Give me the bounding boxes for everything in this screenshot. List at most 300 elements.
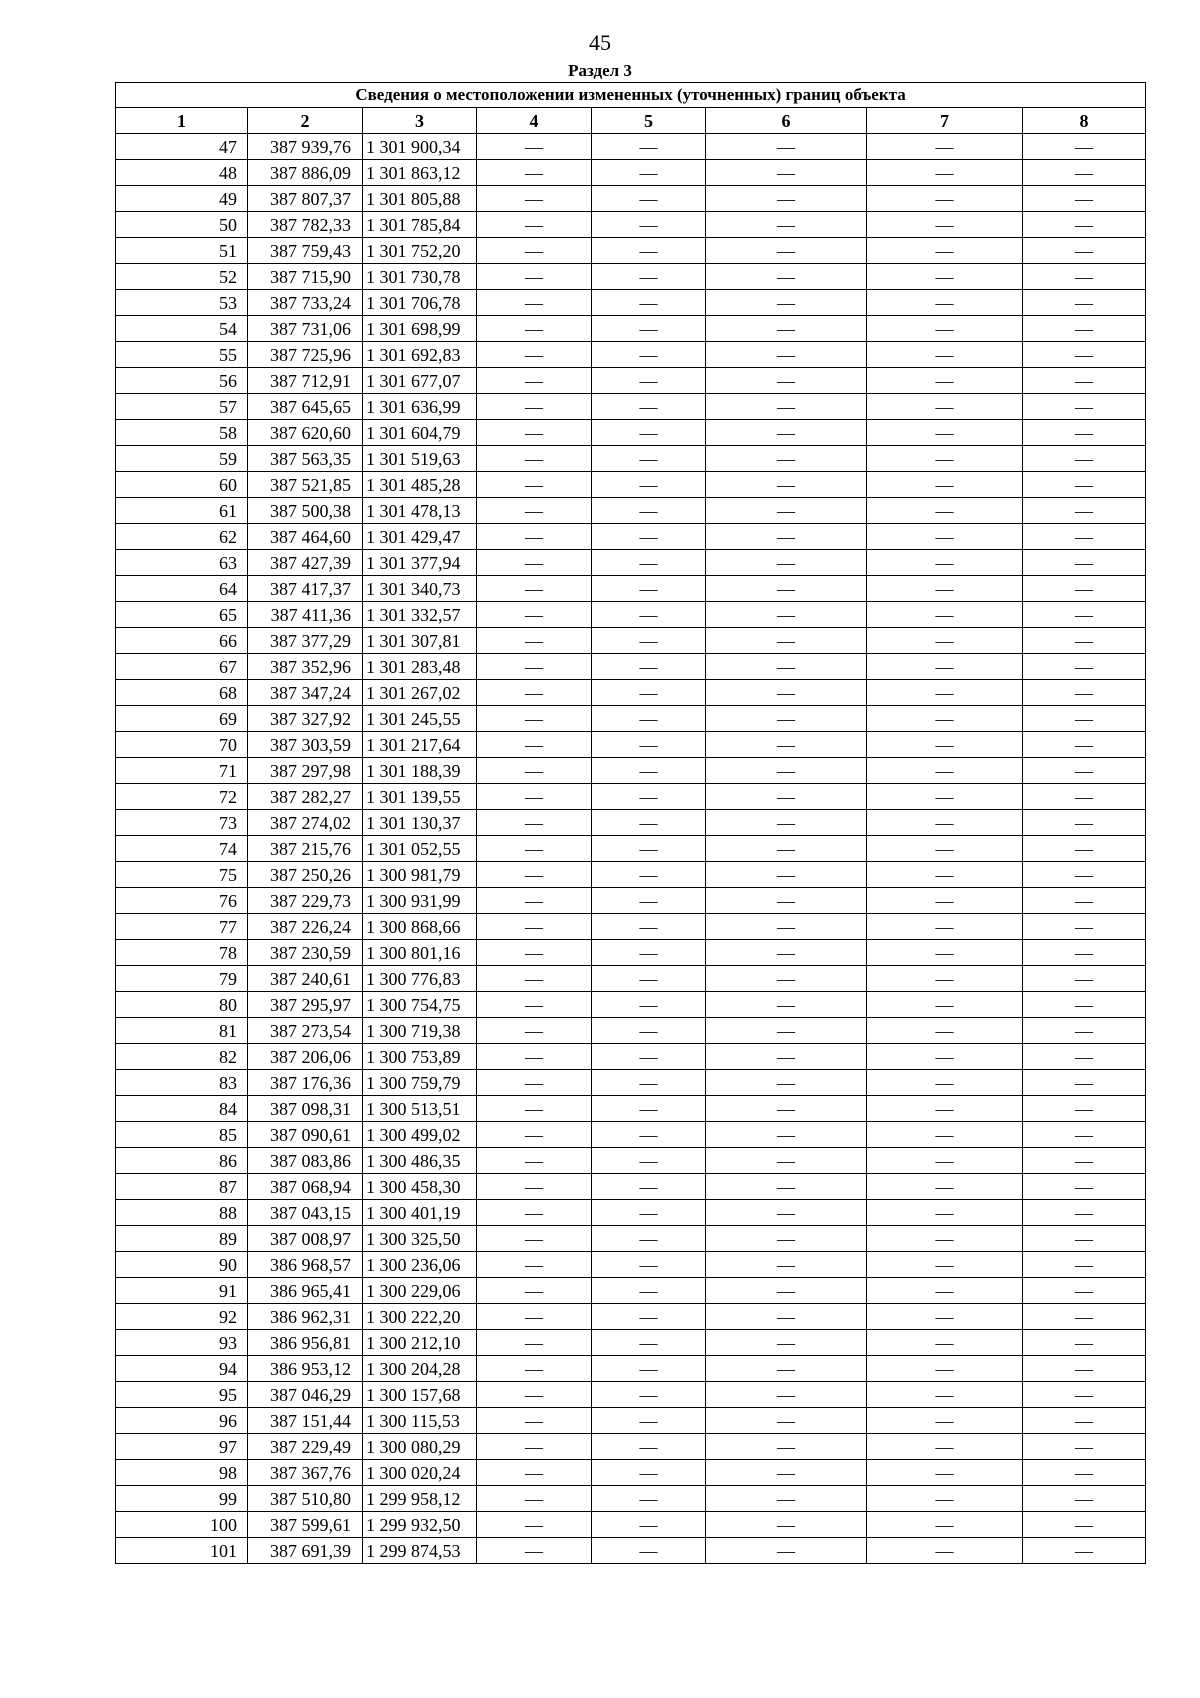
empty-value-cell: — xyxy=(477,134,592,160)
y-coordinate-cell: 1 300 080,29 xyxy=(363,1434,477,1460)
empty-value-cell: — xyxy=(1023,706,1146,732)
x-coordinate-cell: 387 715,90 xyxy=(248,264,363,290)
point-number-cell: 73 xyxy=(116,810,248,836)
empty-value-cell: — xyxy=(592,628,706,654)
x-coordinate-cell: 387 295,97 xyxy=(248,992,363,1018)
x-coordinate-cell: 387 297,98 xyxy=(248,758,363,784)
x-coordinate-cell: 387 645,65 xyxy=(248,394,363,420)
table-row xyxy=(116,914,1146,940)
empty-value-cell: — xyxy=(477,1122,592,1148)
table-row xyxy=(116,836,1146,862)
empty-value-cell: — xyxy=(1023,264,1146,290)
table-caption-row xyxy=(116,83,1146,108)
empty-value-cell: — xyxy=(706,420,867,446)
empty-value-cell: — xyxy=(477,524,592,550)
empty-value-cell: — xyxy=(867,264,1023,290)
empty-value-cell: — xyxy=(477,1278,592,1304)
x-coordinate-cell: 387 090,61 xyxy=(248,1122,363,1148)
point-number-cell: 95 xyxy=(116,1382,248,1408)
empty-value-cell: — xyxy=(1023,810,1146,836)
empty-value-cell: — xyxy=(1023,1096,1146,1122)
y-coordinate-cell: 1 301 706,78 xyxy=(363,290,477,316)
empty-value-cell: — xyxy=(477,732,592,758)
empty-value-cell: — xyxy=(592,1044,706,1070)
section-title: Раздел 3 xyxy=(568,61,632,80)
table-body xyxy=(116,134,1146,1564)
table-row xyxy=(116,420,1146,446)
x-coordinate-cell: 387 327,92 xyxy=(248,706,363,732)
empty-value-cell: — xyxy=(1023,602,1146,628)
empty-value-cell: — xyxy=(867,238,1023,264)
y-coordinate-cell: 1 299 932,50 xyxy=(363,1512,477,1538)
empty-value-cell: — xyxy=(706,1356,867,1382)
point-number-cell: 67 xyxy=(116,654,248,680)
point-number-cell: 68 xyxy=(116,680,248,706)
x-coordinate-cell: 387 599,61 xyxy=(248,1512,363,1538)
x-coordinate-cell: 387 563,35 xyxy=(248,446,363,472)
empty-value-cell: — xyxy=(867,1148,1023,1174)
table-caption: Сведения о местоположении измененных (уточненных) границ объекта xyxy=(116,83,1146,108)
empty-value-cell: — xyxy=(477,680,592,706)
y-coordinate-cell: 1 301 052,55 xyxy=(363,836,477,862)
empty-value-cell: — xyxy=(592,524,706,550)
empty-value-cell: — xyxy=(1023,576,1146,602)
empty-value-cell: — xyxy=(1023,1538,1146,1564)
empty-value-cell: — xyxy=(477,1148,592,1174)
empty-value-cell: — xyxy=(477,810,592,836)
x-coordinate-cell: 386 968,57 xyxy=(248,1252,363,1278)
empty-value-cell: — xyxy=(477,1226,592,1252)
y-coordinate-cell: 1 300 229,06 xyxy=(363,1278,477,1304)
x-coordinate-cell: 387 230,59 xyxy=(248,940,363,966)
empty-value-cell: — xyxy=(592,1278,706,1304)
point-number-cell: 86 xyxy=(116,1148,248,1174)
empty-value-cell: — xyxy=(706,550,867,576)
empty-value-cell: — xyxy=(477,1044,592,1070)
point-number-cell: 58 xyxy=(116,420,248,446)
empty-value-cell: — xyxy=(592,1512,706,1538)
table-row xyxy=(116,1408,1146,1434)
point-number-cell: 66 xyxy=(116,628,248,654)
y-coordinate-cell: 1 301 485,28 xyxy=(363,472,477,498)
empty-value-cell: — xyxy=(1023,186,1146,212)
empty-value-cell: — xyxy=(1023,940,1146,966)
x-coordinate-cell: 387 464,60 xyxy=(248,524,363,550)
empty-value-cell: — xyxy=(867,342,1023,368)
empty-value-cell: — xyxy=(867,654,1023,680)
empty-value-cell: — xyxy=(592,498,706,524)
table-row xyxy=(116,1434,1146,1460)
table-row xyxy=(116,1122,1146,1148)
empty-value-cell: — xyxy=(592,732,706,758)
empty-value-cell: — xyxy=(592,1252,706,1278)
x-coordinate-cell: 387 176,36 xyxy=(248,1070,363,1096)
table-row xyxy=(116,1278,1146,1304)
empty-value-cell: — xyxy=(867,966,1023,992)
empty-value-cell: — xyxy=(867,1122,1023,1148)
point-number-cell: 47 xyxy=(116,134,248,160)
x-coordinate-cell: 387 282,27 xyxy=(248,784,363,810)
point-number-cell: 99 xyxy=(116,1486,248,1512)
point-number-cell: 77 xyxy=(116,914,248,940)
empty-value-cell: — xyxy=(706,810,867,836)
empty-value-cell: — xyxy=(1023,1460,1146,1486)
y-coordinate-cell: 1 301 307,81 xyxy=(363,628,477,654)
empty-value-cell: — xyxy=(1023,290,1146,316)
column-number: 2 xyxy=(248,108,363,134)
table-row xyxy=(116,290,1146,316)
point-number-cell: 59 xyxy=(116,446,248,472)
table-row xyxy=(116,1356,1146,1382)
y-coordinate-cell: 1 301 900,34 xyxy=(363,134,477,160)
empty-value-cell: — xyxy=(867,602,1023,628)
empty-value-cell: — xyxy=(706,290,867,316)
empty-value-cell: — xyxy=(867,1278,1023,1304)
empty-value-cell: — xyxy=(592,342,706,368)
y-coordinate-cell: 1 301 377,94 xyxy=(363,550,477,576)
empty-value-cell: — xyxy=(867,446,1023,472)
empty-value-cell: — xyxy=(706,1044,867,1070)
empty-value-cell: — xyxy=(706,836,867,862)
point-number-cell: 100 xyxy=(116,1512,248,1538)
empty-value-cell: — xyxy=(592,472,706,498)
x-coordinate-cell: 387 240,61 xyxy=(248,966,363,992)
empty-value-cell: — xyxy=(867,1538,1023,1564)
table-row xyxy=(116,342,1146,368)
empty-value-cell: — xyxy=(592,1434,706,1460)
y-coordinate-cell: 1 301 478,13 xyxy=(363,498,477,524)
empty-value-cell: — xyxy=(477,1356,592,1382)
empty-value-cell: — xyxy=(706,914,867,940)
y-coordinate-cell: 1 301 217,64 xyxy=(363,732,477,758)
x-coordinate-cell: 387 274,02 xyxy=(248,810,363,836)
empty-value-cell: — xyxy=(1023,420,1146,446)
y-coordinate-cell: 1 301 752,20 xyxy=(363,238,477,264)
table-row xyxy=(116,1382,1146,1408)
empty-value-cell: — xyxy=(1023,212,1146,238)
point-number-cell: 64 xyxy=(116,576,248,602)
empty-value-cell: — xyxy=(477,264,592,290)
empty-value-cell: — xyxy=(477,1382,592,1408)
table-row xyxy=(116,524,1146,550)
table-row xyxy=(116,1486,1146,1512)
empty-value-cell: — xyxy=(477,992,592,1018)
column-number: 1 xyxy=(116,108,248,134)
empty-value-cell: — xyxy=(477,654,592,680)
point-number-cell: 61 xyxy=(116,498,248,524)
empty-value-cell: — xyxy=(706,1252,867,1278)
empty-value-cell: — xyxy=(592,1174,706,1200)
empty-value-cell: — xyxy=(867,550,1023,576)
empty-value-cell: — xyxy=(706,1018,867,1044)
empty-value-cell: — xyxy=(867,1174,1023,1200)
point-number-cell: 57 xyxy=(116,394,248,420)
empty-value-cell: — xyxy=(477,602,592,628)
empty-value-cell: — xyxy=(477,1252,592,1278)
empty-value-cell: — xyxy=(1023,1226,1146,1252)
empty-value-cell: — xyxy=(592,1096,706,1122)
x-coordinate-cell: 386 965,41 xyxy=(248,1278,363,1304)
empty-value-cell: — xyxy=(592,940,706,966)
x-coordinate-cell: 387 725,96 xyxy=(248,342,363,368)
empty-value-cell: — xyxy=(592,238,706,264)
y-coordinate-cell: 1 300 204,28 xyxy=(363,1356,477,1382)
empty-value-cell: — xyxy=(477,238,592,264)
empty-value-cell: — xyxy=(1023,394,1146,420)
table-row xyxy=(116,264,1146,290)
y-coordinate-cell: 1 301 340,73 xyxy=(363,576,477,602)
table-row xyxy=(116,1096,1146,1122)
empty-value-cell: — xyxy=(1023,1044,1146,1070)
empty-value-cell: — xyxy=(867,1486,1023,1512)
empty-value-cell: — xyxy=(706,1226,867,1252)
x-coordinate-cell: 387 377,29 xyxy=(248,628,363,654)
table-row xyxy=(116,888,1146,914)
empty-value-cell: — xyxy=(706,1538,867,1564)
table-row xyxy=(116,134,1146,160)
point-number-cell: 81 xyxy=(116,1018,248,1044)
empty-value-cell: — xyxy=(1023,524,1146,550)
empty-value-cell: — xyxy=(1023,732,1146,758)
table-row xyxy=(116,628,1146,654)
empty-value-cell: — xyxy=(1023,160,1146,186)
x-coordinate-cell: 387 620,60 xyxy=(248,420,363,446)
point-number-cell: 51 xyxy=(116,238,248,264)
y-coordinate-cell: 1 301 332,57 xyxy=(363,602,477,628)
point-number-cell: 69 xyxy=(116,706,248,732)
x-coordinate-cell: 387 417,37 xyxy=(248,576,363,602)
empty-value-cell: — xyxy=(477,758,592,784)
table-row xyxy=(116,1226,1146,1252)
y-coordinate-cell: 1 299 958,12 xyxy=(363,1486,477,1512)
empty-value-cell: — xyxy=(1023,680,1146,706)
x-coordinate-cell: 387 731,06 xyxy=(248,316,363,342)
empty-value-cell: — xyxy=(592,680,706,706)
x-coordinate-cell: 387 782,33 xyxy=(248,212,363,238)
empty-value-cell: — xyxy=(1023,888,1146,914)
point-number-cell: 49 xyxy=(116,186,248,212)
empty-value-cell: — xyxy=(867,186,1023,212)
x-coordinate-cell: 387 939,76 xyxy=(248,134,363,160)
empty-value-cell: — xyxy=(477,1070,592,1096)
empty-value-cell: — xyxy=(477,1330,592,1356)
empty-value-cell: — xyxy=(867,134,1023,160)
point-number-cell: 90 xyxy=(116,1252,248,1278)
empty-value-cell: — xyxy=(1023,1070,1146,1096)
empty-value-cell: — xyxy=(867,1356,1023,1382)
boundary-coordinates-table xyxy=(115,82,1146,1564)
empty-value-cell: — xyxy=(1023,966,1146,992)
empty-value-cell: — xyxy=(592,706,706,732)
empty-value-cell: — xyxy=(706,1408,867,1434)
y-coordinate-cell: 1 301 730,78 xyxy=(363,264,477,290)
empty-value-cell: — xyxy=(477,498,592,524)
table-row xyxy=(116,446,1146,472)
table-row xyxy=(116,1018,1146,1044)
empty-value-cell: — xyxy=(867,940,1023,966)
empty-value-cell: — xyxy=(706,1096,867,1122)
empty-value-cell: — xyxy=(867,1330,1023,1356)
empty-value-cell: — xyxy=(477,1096,592,1122)
empty-value-cell: — xyxy=(867,836,1023,862)
point-number-cell: 60 xyxy=(116,472,248,498)
table-row xyxy=(116,862,1146,888)
empty-value-cell: — xyxy=(592,1200,706,1226)
empty-value-cell: — xyxy=(706,576,867,602)
y-coordinate-cell: 1 301 267,02 xyxy=(363,680,477,706)
empty-value-cell: — xyxy=(706,1174,867,1200)
y-coordinate-cell: 1 301 283,48 xyxy=(363,654,477,680)
empty-value-cell: — xyxy=(592,1148,706,1174)
table-row xyxy=(116,160,1146,186)
empty-value-cell: — xyxy=(706,1382,867,1408)
empty-value-cell: — xyxy=(477,784,592,810)
empty-value-cell: — xyxy=(1023,1252,1146,1278)
x-coordinate-cell: 387 352,96 xyxy=(248,654,363,680)
point-number-cell: 91 xyxy=(116,1278,248,1304)
x-coordinate-cell: 387 510,80 xyxy=(248,1486,363,1512)
empty-value-cell: — xyxy=(1023,1382,1146,1408)
empty-value-cell: — xyxy=(706,1330,867,1356)
empty-value-cell: — xyxy=(477,706,592,732)
table-row xyxy=(116,1174,1146,1200)
table-row xyxy=(116,732,1146,758)
y-coordinate-cell: 1 300 753,89 xyxy=(363,1044,477,1070)
empty-value-cell: — xyxy=(867,212,1023,238)
empty-value-cell: — xyxy=(1023,134,1146,160)
empty-value-cell: — xyxy=(592,1018,706,1044)
point-number-cell: 94 xyxy=(116,1356,248,1382)
empty-value-cell: — xyxy=(477,212,592,238)
empty-value-cell: — xyxy=(706,472,867,498)
empty-value-cell: — xyxy=(867,576,1023,602)
empty-value-cell: — xyxy=(867,1434,1023,1460)
x-coordinate-cell: 387 691,39 xyxy=(248,1538,363,1564)
empty-value-cell: — xyxy=(867,524,1023,550)
empty-value-cell: — xyxy=(706,1278,867,1304)
x-coordinate-cell: 387 215,76 xyxy=(248,836,363,862)
empty-value-cell: — xyxy=(592,394,706,420)
table-row xyxy=(116,238,1146,264)
empty-value-cell: — xyxy=(706,368,867,394)
point-number-cell: 96 xyxy=(116,1408,248,1434)
y-coordinate-cell: 1 301 677,07 xyxy=(363,368,477,394)
y-coordinate-cell: 1 300 776,83 xyxy=(363,966,477,992)
empty-value-cell: — xyxy=(592,290,706,316)
x-coordinate-cell: 387 500,38 xyxy=(248,498,363,524)
empty-value-cell: — xyxy=(477,1408,592,1434)
empty-value-cell: — xyxy=(867,1252,1023,1278)
empty-value-cell: — xyxy=(1023,1174,1146,1200)
empty-value-cell: — xyxy=(706,1460,867,1486)
empty-value-cell: — xyxy=(706,784,867,810)
empty-value-cell: — xyxy=(592,134,706,160)
table-row xyxy=(116,602,1146,628)
empty-value-cell: — xyxy=(867,1070,1023,1096)
empty-value-cell: — xyxy=(592,654,706,680)
empty-value-cell: — xyxy=(1023,1330,1146,1356)
x-coordinate-cell: 387 712,91 xyxy=(248,368,363,394)
empty-value-cell: — xyxy=(1023,1278,1146,1304)
empty-value-cell: — xyxy=(592,550,706,576)
y-coordinate-cell: 1 299 874,53 xyxy=(363,1538,477,1564)
table-row xyxy=(116,1330,1146,1356)
x-coordinate-cell: 387 807,37 xyxy=(248,186,363,212)
empty-value-cell: — xyxy=(706,628,867,654)
empty-value-cell: — xyxy=(1023,238,1146,264)
empty-value-cell: — xyxy=(592,212,706,238)
empty-value-cell: — xyxy=(477,888,592,914)
empty-value-cell: — xyxy=(706,992,867,1018)
x-coordinate-cell: 387 347,24 xyxy=(248,680,363,706)
empty-value-cell: — xyxy=(706,212,867,238)
empty-value-cell: — xyxy=(867,1018,1023,1044)
empty-value-cell: — xyxy=(867,1226,1023,1252)
y-coordinate-cell: 1 301 604,79 xyxy=(363,420,477,446)
empty-value-cell: — xyxy=(1023,368,1146,394)
empty-value-cell: — xyxy=(477,316,592,342)
empty-value-cell: — xyxy=(477,914,592,940)
empty-value-cell: — xyxy=(1023,1304,1146,1330)
empty-value-cell: — xyxy=(706,498,867,524)
point-number-cell: 56 xyxy=(116,368,248,394)
empty-value-cell: — xyxy=(867,420,1023,446)
empty-value-cell: — xyxy=(867,914,1023,940)
empty-value-cell: — xyxy=(477,394,592,420)
y-coordinate-cell: 1 300 458,30 xyxy=(363,1174,477,1200)
empty-value-cell: — xyxy=(706,602,867,628)
table-row xyxy=(116,1200,1146,1226)
empty-value-cell: — xyxy=(706,316,867,342)
y-coordinate-cell: 1 300 754,75 xyxy=(363,992,477,1018)
point-number-cell: 54 xyxy=(116,316,248,342)
empty-value-cell: — xyxy=(1023,1148,1146,1174)
column-number: 5 xyxy=(592,108,706,134)
empty-value-cell: — xyxy=(706,264,867,290)
y-coordinate-cell: 1 300 801,16 xyxy=(363,940,477,966)
x-coordinate-cell: 387 229,49 xyxy=(248,1434,363,1460)
table-row xyxy=(116,966,1146,992)
x-coordinate-cell: 387 427,39 xyxy=(248,550,363,576)
empty-value-cell: — xyxy=(592,1408,706,1434)
empty-value-cell: — xyxy=(867,758,1023,784)
empty-value-cell: — xyxy=(1023,498,1146,524)
empty-value-cell: — xyxy=(706,680,867,706)
x-coordinate-cell: 387 229,73 xyxy=(248,888,363,914)
table-row xyxy=(116,810,1146,836)
empty-value-cell: — xyxy=(477,550,592,576)
table-row xyxy=(116,1460,1146,1486)
empty-value-cell: — xyxy=(477,446,592,472)
empty-value-cell: — xyxy=(706,966,867,992)
point-number-cell: 89 xyxy=(116,1226,248,1252)
empty-value-cell: — xyxy=(477,1018,592,1044)
empty-value-cell: — xyxy=(706,446,867,472)
point-number-cell: 48 xyxy=(116,160,248,186)
y-coordinate-cell: 1 301 245,55 xyxy=(363,706,477,732)
empty-value-cell: — xyxy=(706,706,867,732)
point-number-cell: 83 xyxy=(116,1070,248,1096)
table-row xyxy=(116,1252,1146,1278)
empty-value-cell: — xyxy=(706,186,867,212)
y-coordinate-cell: 1 300 513,51 xyxy=(363,1096,477,1122)
empty-value-cell: — xyxy=(592,862,706,888)
empty-value-cell: — xyxy=(592,888,706,914)
empty-value-cell: — xyxy=(592,836,706,862)
page-number: 45 xyxy=(589,30,611,55)
empty-value-cell: — xyxy=(867,1512,1023,1538)
x-coordinate-cell: 387 083,86 xyxy=(248,1148,363,1174)
